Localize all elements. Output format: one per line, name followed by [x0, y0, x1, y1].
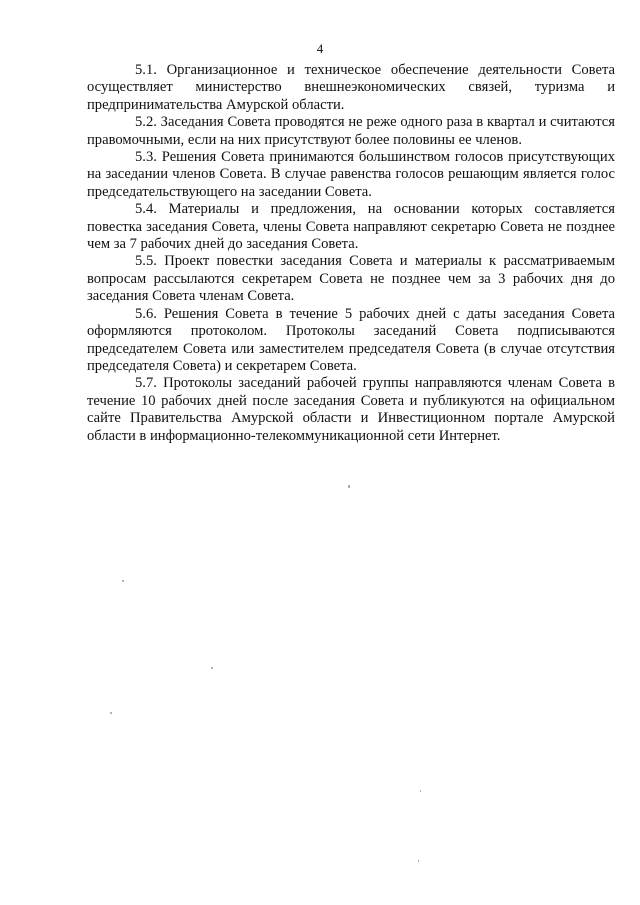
scan-speck — [348, 485, 350, 488]
document-body — [87, 62, 615, 445]
paragraph-5-4: 5.4. Материалы и предложения, на основании которых составляется повестка заседания Совета, члены Совета направляют секретарю Совета не позднее чем за 7 рабочих дней до заседания Совета. — [87, 201, 615, 253]
paragraph-5-6: 5.6. Решения Совета в течение 5 рабочих дней с даты заседания Совета оформляются протоколом. Протоколы заседаний Совета подписываются председателем Совета или заместителем председателя Совета (в случае отсутствия председателя Совета) и секретарем Совета. — [87, 305, 615, 374]
scan-speck — [211, 667, 213, 669]
scan-speck — [122, 580, 124, 582]
scan-speck — [418, 860, 419, 862]
paragraph-5-1: 5.1. Организационное и техническое обеспечение деятельности Совета осуществляет министерство внешнеэкономических связей, туризма и предпринимательства Амурской области. — [87, 62, 615, 113]
page-number: 4 — [316, 41, 324, 56]
paragraph-5-5: 5.5. Проект повестки заседания Совета и материалы к рассматриваемым вопросам рассылаются секретарем Совета не позднее чем за 3 рабочих дня до заседания Совета членам Совета. — [87, 253, 615, 305]
scan-speck — [110, 712, 112, 714]
paragraph-5-7: 5.7. Протоколы заседаний рабочей группы направляются членам Совета в течение 10 рабочих дней после заседания Совета и публикуются на официальном сайте Правительства Амурской области и Инвестиционном портале Амурской области в информационно-телекоммуникационной сети Интернет. — [87, 375, 615, 444]
paragraph-5-3: 5.3. Решения Совета принимаются большинством голосов присутствующих на заседании членов Совета. В случае равенства голосов решающим является голос председательствующего на заседании Совета. — [87, 149, 615, 200]
paragraph-5-2: 5.2. Заседания Совета проводятся не реже одного раза в квартал и считаются правомочными, если на них присутствуют более половины ее членов. — [87, 114, 615, 148]
scan-speck — [420, 790, 421, 792]
